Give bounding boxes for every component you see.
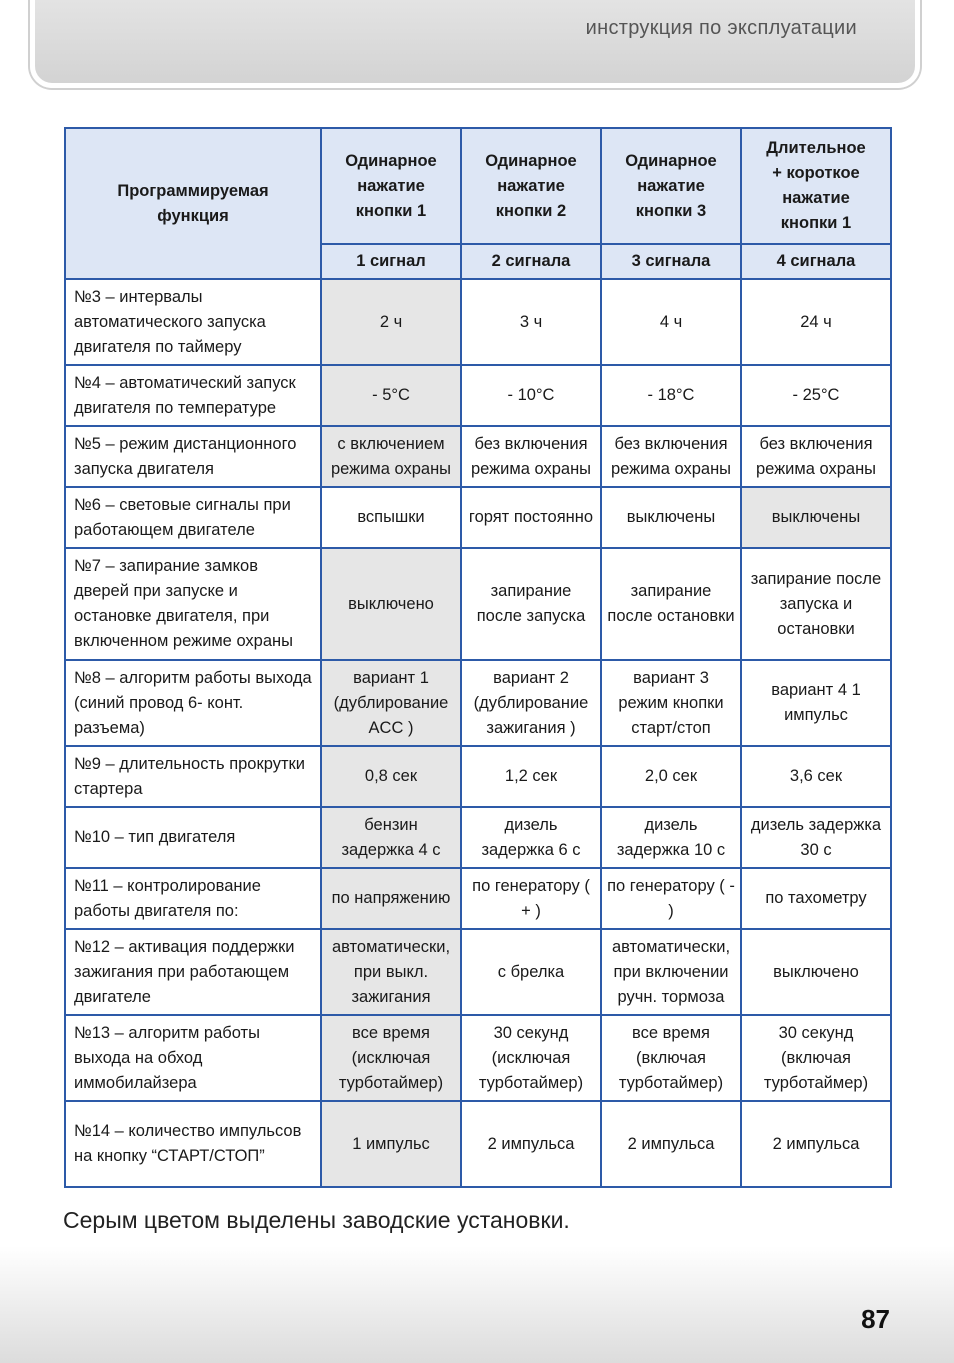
header-title: инструкция по эксплуатации: [585, 17, 857, 39]
function-cell: №14 – количество импульсов на кнопку “СТАРТ/СТОП”: [65, 1101, 321, 1187]
value-cell: 30 секунд (исключая турботаймер): [461, 1015, 601, 1101]
value-cell: дизель задержка 6 с: [461, 807, 601, 868]
table-row: [65, 746, 891, 807]
function-cell: №10 – тип двигателя: [65, 807, 321, 868]
value-cell: выключено: [741, 929, 891, 1015]
value-cell: выключено: [321, 548, 461, 660]
value-cell: 2 импульса: [601, 1101, 741, 1187]
value-cell: - 18°C: [601, 365, 741, 426]
value-cell: 0,8 сек: [321, 746, 461, 807]
value-cell: вариант 4 1 импульс: [741, 660, 891, 746]
value-cell: по тахометру: [741, 868, 891, 929]
value-cell: 1,2 сек: [461, 746, 601, 807]
table-row: [65, 365, 891, 426]
value-cell: 2 импульса: [461, 1101, 601, 1187]
value-cell: 2,0 сек: [601, 746, 741, 807]
function-cell: №6 – световые сигналы при работающем двигателе: [65, 487, 321, 548]
value-cell: 2 ч: [321, 279, 461, 365]
signal-header-2: 2 сигнала: [461, 244, 601, 279]
value-cell: 24 ч: [741, 279, 891, 365]
value-cell: вариант 1 (дублирование ACC ): [321, 660, 461, 746]
value-cell: выключены: [601, 487, 741, 548]
table-row: [65, 548, 891, 660]
legend-note: Серым цветом выделены заводские установки.: [63, 1207, 570, 1233]
value-cell: 4 ч: [601, 279, 741, 365]
value-cell: с брелка: [461, 929, 601, 1015]
settings-table: [64, 127, 892, 1188]
table-row: [65, 426, 891, 487]
function-cell: №5 – режим дистанционного запуска двигателя: [65, 426, 321, 487]
table-row: [65, 279, 891, 365]
signal-header-4: 4 сигнала: [741, 244, 891, 279]
col-header-3: Одинарное нажатие кнопки 3: [601, 128, 741, 244]
function-cell: №12 – активация поддержки зажигания при работающем двигателе: [65, 929, 321, 1015]
table-row: [65, 1101, 891, 1187]
signal-header-1: 1 сигнал: [321, 244, 461, 279]
value-cell: без включения режима охраны: [461, 426, 601, 487]
function-cell: №8 – алгоритм работы выхода (синий провод 6- конт. разъема): [65, 660, 321, 746]
value-cell: - 10°C: [461, 365, 601, 426]
table-row: [65, 868, 891, 929]
function-cell: №3 – интервалы автоматического запуска двигателя по таймеру: [65, 279, 321, 365]
value-cell: все время (включая турботаймер): [601, 1015, 741, 1101]
value-cell: по напряжению: [321, 868, 461, 929]
function-cell: №4 – автоматический запуск двигателя по температуре: [65, 365, 321, 426]
value-cell: по генератору ( - ): [601, 868, 741, 929]
value-cell: автоматически, при выкл. зажигания: [321, 929, 461, 1015]
value-cell: выключены: [741, 487, 891, 548]
value-cell: 3 ч: [461, 279, 601, 365]
table-row: [65, 807, 891, 868]
value-cell: вспышки: [321, 487, 461, 548]
table-row: [65, 487, 891, 548]
footer-band: [0, 1246, 954, 1363]
value-cell: 2 импульса: [741, 1101, 891, 1187]
function-cell: №9 – длительность прокрутки стартера: [65, 746, 321, 807]
value-cell: 1 импульс: [321, 1101, 461, 1187]
value-cell: запирание после запуска и остановки: [741, 548, 891, 660]
table-row: [65, 929, 891, 1015]
header-band: [30, 0, 920, 88]
value-cell: автоматически, при включении ручн. тормоза: [601, 929, 741, 1015]
function-cell: №7 – запирание замков дверей при запуске и остановке двигателя, при включенном режиме охраны: [65, 548, 321, 660]
value-cell: запирание после остановки: [601, 548, 741, 660]
value-cell: без включения режима охраны: [601, 426, 741, 487]
col-header-2: Одинарное нажатие кнопки 2: [461, 128, 601, 244]
value-cell: без включения режима охраны: [741, 426, 891, 487]
page-number: 87: [861, 1304, 890, 1334]
value-cell: по генератору ( + ): [461, 868, 601, 929]
value-cell: все время (исключая турботаймер): [321, 1015, 461, 1101]
value-cell: бензин задержка 4 с: [321, 807, 461, 868]
value-cell: 30 секунд (включая турботаймер): [741, 1015, 891, 1101]
value-cell: запирание после запуска: [461, 548, 601, 660]
corner-header: Программируемая функция: [65, 128, 321, 279]
value-cell: дизель задержка 30 с: [741, 807, 891, 868]
table-row: [65, 1015, 891, 1101]
value-cell: вариант 3 режим кнопки старт/стоп: [601, 660, 741, 746]
function-cell: №11 – контролирование работы двигателя по:: [65, 868, 321, 929]
value-cell: вариант 2 (дублирование зажигания ): [461, 660, 601, 746]
value-cell: - 25°C: [741, 365, 891, 426]
col-header-4: Длительное + короткое нажатие кнопки 1: [741, 128, 891, 244]
value-cell: - 5°C: [321, 365, 461, 426]
table-row: [65, 660, 891, 746]
value-cell: горят постоянно: [461, 487, 601, 548]
value-cell: с включением режима охраны: [321, 426, 461, 487]
col-header-1: Одинарное нажатие кнопки 1: [321, 128, 461, 244]
signal-header-3: 3 сигнала: [601, 244, 741, 279]
function-cell: №13 – алгоритм работы выхода на обход иммобилайзера: [65, 1015, 321, 1101]
value-cell: дизель задержка 10 с: [601, 807, 741, 868]
value-cell: 3,6 сек: [741, 746, 891, 807]
